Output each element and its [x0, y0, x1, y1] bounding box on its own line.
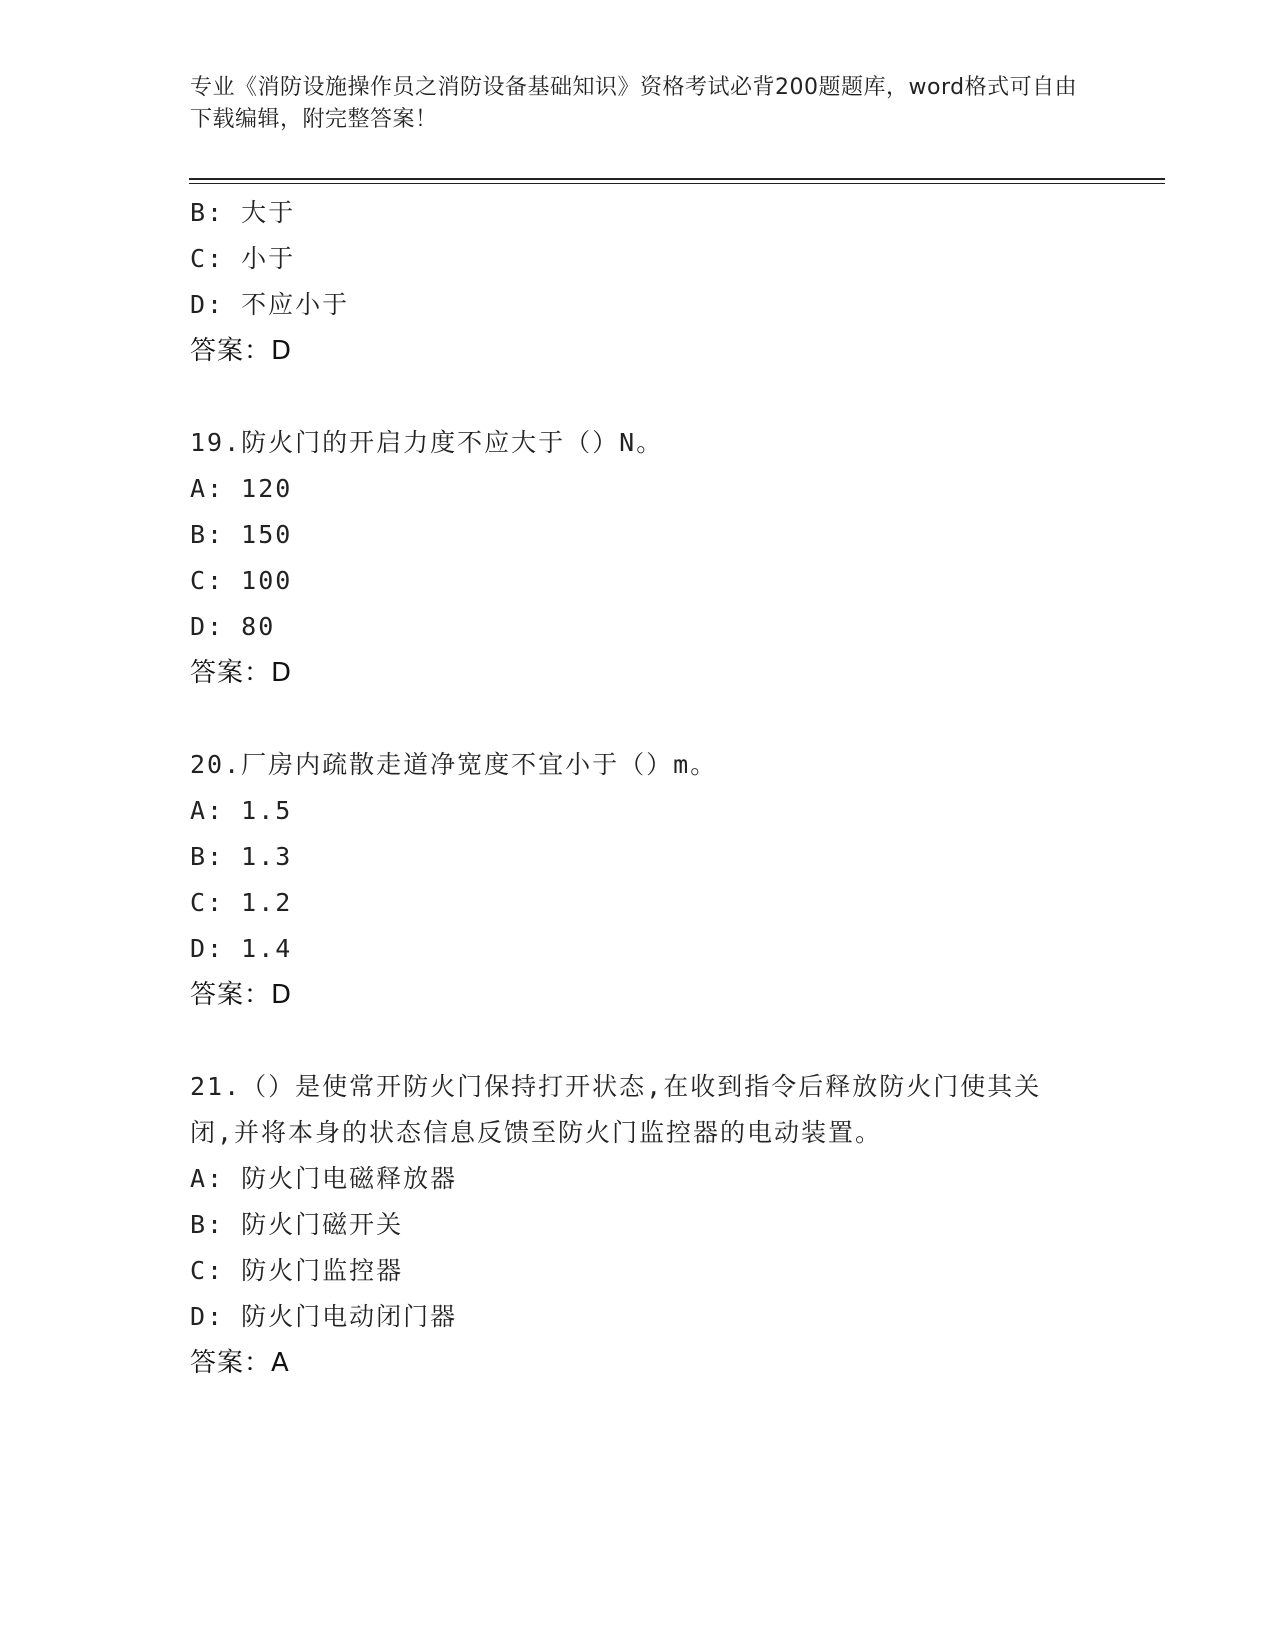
option-a: A: 120 — [190, 474, 293, 503]
option-c: C: 1.2 — [190, 888, 293, 917]
option-b: B: 1.3 — [190, 842, 293, 871]
option-d: D: 1.4 — [190, 934, 293, 963]
answer-line: 答案：D — [190, 658, 293, 688]
option-b: B: 防火门磁开关 — [190, 1210, 404, 1239]
question-text: 20.厂房内疏散走道净宽度不宜小于（）m。 — [190, 750, 718, 779]
header-divider-thick — [189, 178, 1165, 180]
option-b: B: 大于 — [190, 198, 296, 227]
option-c: C: 防火门监控器 — [190, 1256, 404, 1285]
option-d: D: 防火门电动闭门器 — [190, 1302, 458, 1331]
question-block-20 — [190, 742, 1090, 1018]
question-text: 21.（）是使常开防火门保持打开状态,在收到指令后释放防火门使其关闭,并将本身的状态信息反馈至防火门监控器的电动装置。 — [190, 1072, 1042, 1147]
question-block-21 — [190, 1064, 1090, 1386]
option-a: A: 1.5 — [190, 796, 293, 825]
answer-line: 答案：A — [190, 1348, 290, 1378]
option-d: D: 不应小于 — [190, 290, 350, 319]
answer-line: 答案：D — [190, 980, 293, 1010]
question-block-19 — [190, 420, 1090, 696]
option-c: C: 小于 — [190, 244, 296, 273]
header-title: 专业《消防设施操作员之消防设备基础知识》资格考试必背200题题库，word格式可自由下载编辑，附完整答案！ — [190, 75, 1078, 132]
document-header — [190, 72, 1080, 136]
question-list — [190, 190, 1090, 1386]
header-divider-thin — [189, 183, 1165, 184]
answer-line: 答案：D — [190, 336, 293, 366]
option-a: A: 防火门电磁释放器 — [190, 1164, 458, 1193]
option-c: C: 100 — [190, 566, 293, 595]
option-d: D: 80 — [190, 612, 276, 641]
question-text: 19.防火门的开启力度不应大于（）N。 — [190, 428, 664, 457]
option-b: B: 150 — [190, 520, 293, 549]
question-block-prev — [190, 190, 1090, 374]
